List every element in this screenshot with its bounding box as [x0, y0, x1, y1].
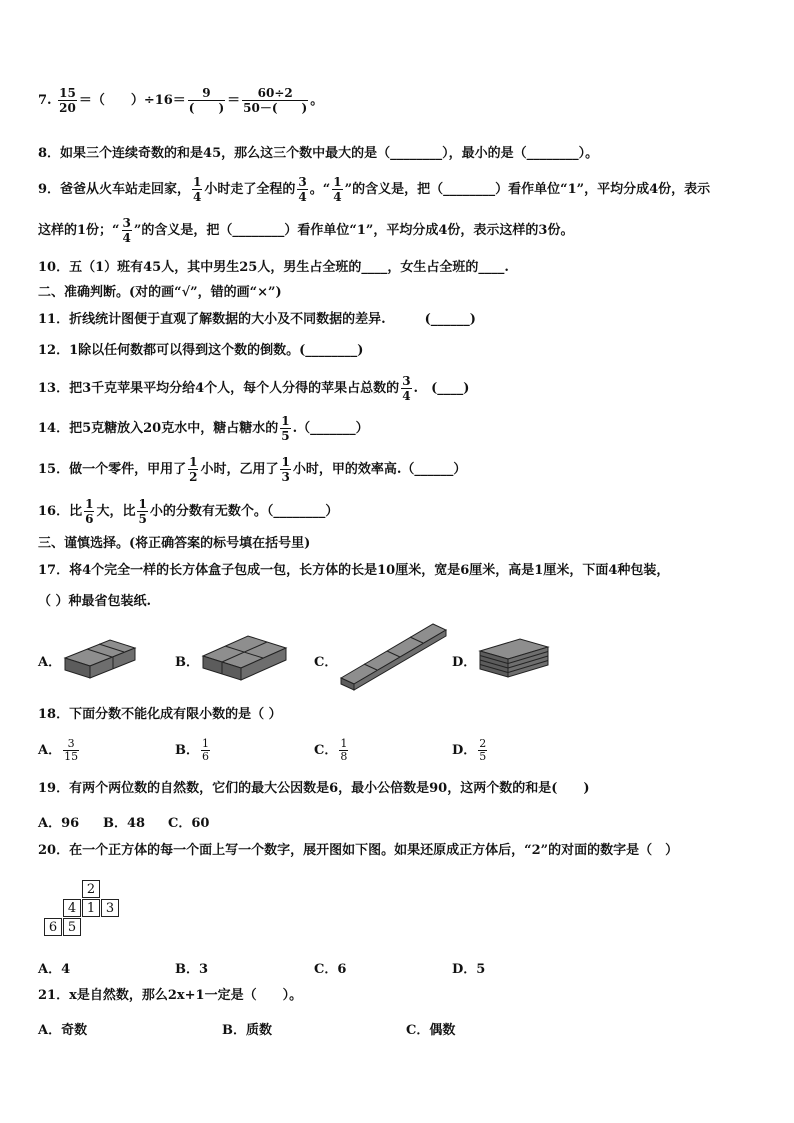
question-21: 21．x是自然数，那么2x+1一定是（ ）。	[38, 988, 303, 1003]
fraction	[58, 86, 77, 115]
section-3-heading: 三、谨慎选择。(将正确答案的标号填在括号里)	[38, 536, 311, 551]
text: 16．比	[38, 504, 83, 519]
text: 这样的1份；“	[38, 223, 120, 238]
denominator: ( )	[188, 101, 225, 115]
question-17-line-2: （ ）种最省包装纸.	[38, 594, 152, 609]
numerator: 2	[479, 737, 487, 750]
equation-part: 。	[310, 93, 324, 108]
fraction	[188, 86, 225, 115]
denominator: 15	[64, 750, 79, 763]
numerator: 1	[138, 497, 147, 511]
equation-part: ＝	[227, 93, 241, 108]
question-12: 12．1除以任何数都可以得到这个数的倒数。(________)	[38, 343, 364, 358]
numerator: 3	[122, 216, 131, 230]
question-19: 19．有两个两位数的自然数，它们的最大公因数是6，最小公倍数是90，这两个数的和是( )	[38, 781, 590, 796]
fraction	[280, 414, 290, 443]
net-cell: 2	[82, 880, 100, 898]
option-b: B．3	[175, 962, 209, 977]
net-cell: 5	[63, 918, 81, 936]
option-b	[175, 738, 212, 763]
numerator: 3	[402, 374, 411, 388]
option-label: D．	[452, 743, 477, 758]
numerator: 1	[281, 414, 290, 428]
denominator: 6	[202, 750, 209, 763]
question-15	[38, 455, 466, 484]
numerator: 1	[333, 175, 342, 189]
option-c: C．偶数	[406, 1023, 456, 1038]
fraction	[242, 86, 308, 115]
option-d: D．5	[452, 962, 486, 977]
option-a	[38, 738, 81, 763]
fraction	[201, 738, 210, 763]
package-option-b-image	[198, 628, 290, 682]
text: . (____)	[413, 381, 470, 396]
option-a: A．4	[38, 962, 71, 977]
package-option-c-image	[338, 620, 450, 692]
net-cell: 6	[44, 918, 62, 936]
numerator: 1	[202, 737, 209, 750]
numerator: 9	[188, 86, 225, 101]
numerator: 1	[281, 455, 290, 469]
option-b-label: B．	[175, 655, 199, 670]
package-option-d-image	[476, 633, 554, 681]
fraction	[478, 738, 487, 763]
numerator: 1	[189, 455, 198, 469]
question-17-line-1: 17．将4个完全一样的长方体盒子包成一包，长方体的长是10厘米，宽是6厘米，高是1厘米，下面4种包装，	[38, 563, 670, 578]
text: 15．做一个零件，甲用了	[38, 462, 187, 477]
option-label: C．	[314, 743, 338, 758]
equation-part: ＝（ ）÷16＝	[78, 93, 186, 108]
numerator: 3	[63, 738, 79, 751]
question-20: 20．在一个正方体的每一个面上写一个数字，展开图如下图。如果还原成正方体后，“2”的对面的数字是（ ）	[38, 843, 679, 858]
option-a: A．奇数	[38, 1023, 88, 1038]
denominator: 4	[122, 231, 131, 245]
fraction	[401, 374, 411, 403]
question-8: 8．如果三个连续奇数的和是45，那么这三个数中最大的是（________），最小的是（________）。	[38, 146, 599, 161]
numerator: 15	[59, 86, 76, 100]
denominator: 50－( )	[243, 101, 308, 115]
question-10: 10．五（1）班有45人，其中男生25人，男生占全班的____，女生占全班的____.	[38, 260, 509, 275]
option-c: C．6	[314, 962, 347, 977]
package-option-a-image	[60, 628, 140, 680]
text: 14．把5克糖放入20克水中，糖占糖水的	[38, 421, 279, 436]
text: 小时走了全程的	[204, 182, 296, 197]
fraction	[192, 175, 202, 204]
option-label: B．	[175, 743, 199, 758]
text: .（_______）	[292, 421, 369, 436]
option-d-label: D．	[452, 655, 477, 670]
option-c	[314, 738, 350, 763]
numerator: 60÷2	[242, 86, 308, 101]
option-a-label: A．	[38, 655, 62, 670]
question-13	[38, 374, 469, 403]
denominator: 3	[281, 470, 290, 484]
net-cell: 4	[63, 899, 81, 917]
text: 大，比	[96, 504, 136, 519]
fraction	[188, 455, 198, 484]
numerator: 1	[193, 175, 202, 189]
text: 13．把3千克苹果平均分给4个人，每个人分得的苹果占总数的	[38, 381, 400, 396]
fraction	[339, 738, 348, 763]
denominator: 2	[189, 470, 198, 484]
fraction	[137, 497, 147, 526]
option-d	[452, 738, 489, 763]
denominator: 4	[298, 190, 307, 204]
text: 。“	[309, 182, 331, 197]
denominator: 5	[479, 750, 487, 763]
fraction	[122, 216, 132, 245]
text: 小时，甲的效率高.（______）	[292, 462, 467, 477]
denominator: 4	[402, 389, 411, 403]
option-c: C．60	[168, 816, 210, 831]
numerator: 1	[340, 737, 348, 750]
net-cell: 3	[101, 899, 119, 917]
numerator: 3	[298, 175, 307, 189]
text: 9．爸爸从火车站走回家，	[38, 182, 191, 197]
question-number: 7.	[38, 93, 52, 108]
text: 小的分数有无数个。（________）	[149, 504, 339, 519]
fraction	[84, 497, 94, 526]
question-14	[38, 414, 369, 443]
numerator: 1	[85, 497, 94, 511]
denominator: 8	[340, 750, 348, 763]
text: 小时，乙用了	[200, 462, 279, 477]
question-7	[38, 86, 323, 115]
question-9-line-2	[38, 216, 573, 245]
text: ”的含义是，把（________）看作单位“1”，平均分成4份，表示这样的3份。	[133, 223, 574, 238]
question-16	[38, 497, 338, 526]
denominator: 20	[59, 101, 76, 115]
denominator: 4	[193, 190, 202, 204]
net-cell: 1	[82, 899, 100, 917]
option-b: B．质数	[222, 1023, 272, 1038]
question-11: 11．折线统计图便于直观了解数据的大小及不同数据的差异. (______)	[38, 312, 476, 327]
fraction	[63, 738, 79, 763]
option-a: A．96	[38, 816, 80, 831]
denominator: 6	[85, 512, 94, 526]
denominator: 4	[333, 190, 342, 204]
option-c-label: C．	[314, 655, 338, 670]
fraction	[332, 175, 342, 204]
section-2-heading: 二、准确判断。(对的画“√”，错的画“×”)	[38, 285, 282, 300]
question-9-line-1	[38, 175, 710, 204]
option-b: B．48	[103, 816, 146, 831]
fraction	[297, 175, 307, 204]
option-label: A．	[38, 743, 62, 758]
text: ”的含义是，把（________）看作单位“1”，平均分成4份，表示	[344, 182, 711, 197]
fraction	[280, 455, 290, 484]
question-18: 18．下面分数不能化成有限小数的是（ ）	[38, 707, 282, 722]
denominator: 5	[138, 512, 147, 526]
denominator: 5	[281, 429, 290, 443]
